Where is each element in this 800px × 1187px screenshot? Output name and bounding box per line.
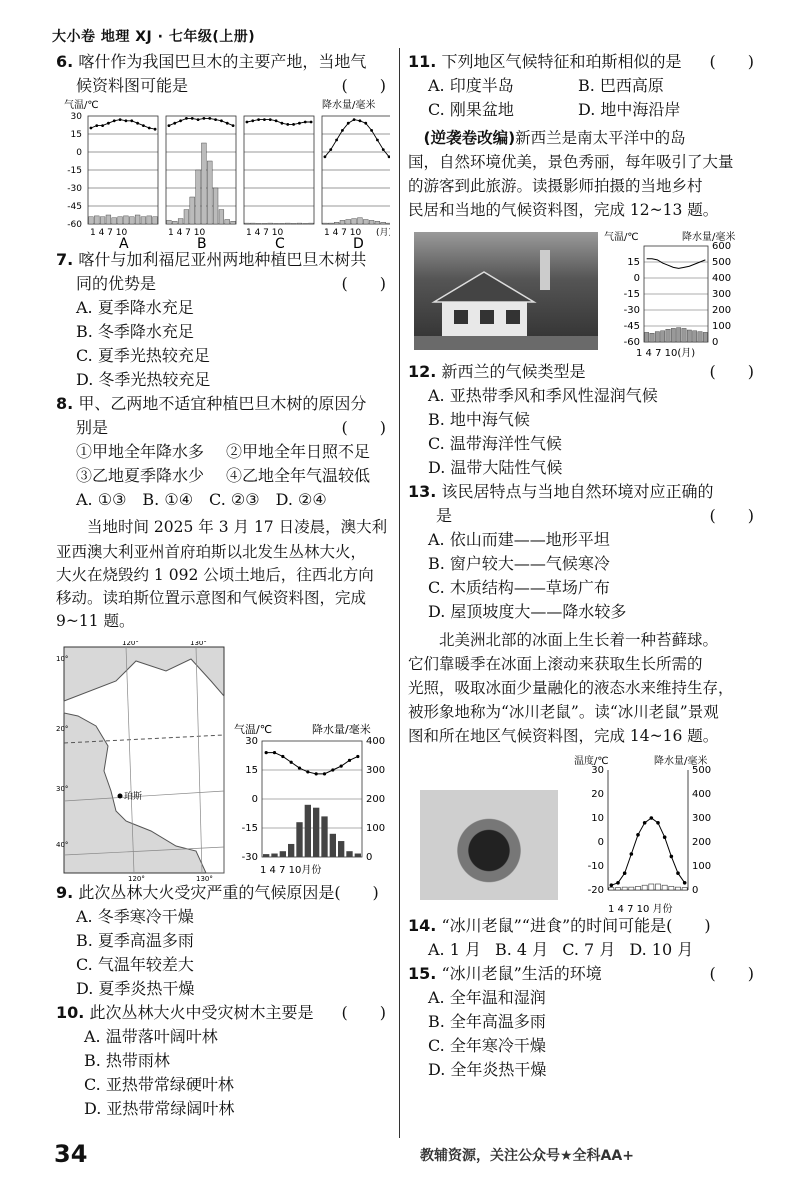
- nz-temp-tick: 0: [633, 273, 640, 284]
- glacier-chart: [588, 765, 711, 896]
- q6-prec-bar: [375, 221, 380, 224]
- q11-options-row2: [428, 98, 758, 122]
- nz-prec-label: 降水量/毫米: [682, 232, 736, 243]
- q7-answer-blank[interactable]: ( ): [341, 274, 386, 293]
- passage-glacier-line1: 北美洲北部的冰面上生长着一种苔藓球。: [439, 631, 719, 649]
- perth-prec-bar: [305, 805, 311, 857]
- q14-option-d[interactable]: D. 10 月: [629, 940, 694, 959]
- q6-panel-label: D: [353, 236, 364, 248]
- perth-prec-bar: [280, 851, 286, 857]
- q6-number: 6.: [56, 52, 74, 71]
- perth-figure-svg: [56, 641, 390, 881]
- nz-figure: [408, 230, 758, 360]
- q13-text-line1: 该民居特点与当地自然环境对应正确的: [441, 482, 714, 501]
- q8-options: [76, 488, 390, 512]
- nz-prec-bar: [650, 333, 654, 342]
- q8-option-d[interactable]: D. ②④: [275, 490, 327, 509]
- q6-temp-tick: -45: [67, 202, 82, 212]
- q13-text-line2: 是: [436, 506, 453, 525]
- map-lat2: 20°: [56, 725, 69, 733]
- q6-prec-bar: [219, 210, 224, 224]
- q14-option-a[interactable]: A. 1 月: [428, 940, 481, 959]
- q6-month-ticks: 1 4 7 10: [324, 228, 362, 238]
- q6-prec-label: 降水量/毫米: [322, 100, 376, 111]
- q6-prec-bar: [100, 217, 105, 224]
- q7-text-line1: 喀什与加利福尼亚州两地种植巴旦木树共: [78, 250, 367, 269]
- q6-prec-bar: [106, 215, 111, 224]
- q6-prec-bar: [323, 223, 328, 224]
- nz-prec-tick: 0: [712, 337, 719, 348]
- nz-prec-bar: [655, 332, 659, 342]
- q6-temp-tick: -60: [67, 220, 82, 230]
- passage-glacier-line2: 它们靠暖季在冰面上滚动来获取生长所需的: [408, 655, 703, 673]
- q12-option-d[interactable]: D. 温带大陆性气候: [428, 458, 563, 477]
- nz-temp-line: [647, 259, 706, 269]
- q13-number: 13.: [408, 482, 437, 501]
- q8-number: 8.: [56, 394, 74, 413]
- nz-house-photo: [414, 232, 598, 350]
- q10-number: 10.: [56, 1003, 85, 1022]
- perth-temp-tick: 30: [245, 736, 258, 747]
- q8-text-line2: 别是: [76, 418, 109, 437]
- q11-option-d[interactable]: D. 地中海沿岸: [578, 100, 681, 119]
- q6-prec-bar: [381, 222, 386, 224]
- q7-option-a[interactable]: A. 夏季降水充足: [76, 298, 194, 317]
- map-lat3: 30°: [56, 785, 69, 793]
- q15-answer-blank[interactable]: ( ): [709, 964, 754, 983]
- glacier-prec-bar: [635, 886, 640, 890]
- nz-prec-tick: 400: [712, 273, 732, 284]
- nz-prec-bar: [671, 328, 675, 342]
- glacier-mouse-photo: [420, 790, 558, 900]
- q12-answer-blank[interactable]: ( ): [709, 362, 754, 381]
- q6-temp-line: [247, 120, 311, 125]
- q6-prec-bar: [129, 217, 134, 224]
- q6-temp-line: [91, 120, 155, 130]
- q6-text-line1: 喀什作为我国巴旦木的主要产地，当地气: [78, 52, 367, 71]
- nz-prec-tick: 500: [712, 257, 732, 268]
- nz-temp-tick: -60: [623, 337, 640, 348]
- q6-prec-bar: [135, 215, 140, 224]
- glacier-temp-line: [611, 818, 684, 885]
- q6-prec-bar: [118, 217, 123, 224]
- q9-text: 此次丛林大火受灾严重的气候原因是( ): [78, 883, 379, 902]
- q6-prec-bar: [225, 220, 230, 225]
- glacier-chart-svg: [568, 754, 748, 914]
- q9-option-a[interactable]: A. 冬季寒冷干燥: [76, 907, 194, 926]
- q6-prec-bar: [309, 223, 314, 224]
- q6-prec-bar: [124, 216, 129, 224]
- question-12: [408, 360, 758, 384]
- map-lat4: 40°: [56, 841, 69, 849]
- q6-prec-bar: [196, 170, 201, 224]
- q9-option-c[interactable]: C. 气温年较差大: [76, 955, 194, 974]
- q8-item-2: ②甲地全年日照不足: [226, 442, 371, 461]
- passage-glacier-line4: 被形象地称为“冰川老鼠”。读“冰川老鼠”景观: [408, 703, 719, 721]
- nz-temp-tick: -45: [623, 321, 640, 332]
- q6-prec-bar: [213, 188, 218, 224]
- q10-option-b[interactable]: B. 热带雨林: [84, 1051, 170, 1070]
- q11-option-c[interactable]: C. 刚果盆地: [428, 100, 514, 119]
- question-9: [56, 881, 390, 905]
- map-lon2-bottom: 130°: [196, 875, 213, 881]
- nz-prec-tick: 300: [712, 289, 732, 300]
- q10-answer-blank[interactable]: ( ): [341, 1003, 386, 1022]
- q6-charts-svg: [56, 98, 390, 248]
- perth-prec-bar: [338, 841, 344, 857]
- q6-prec-bar: [112, 218, 117, 224]
- perth-prec-bar: [288, 844, 294, 857]
- nz-house-drawing: [414, 232, 598, 350]
- nz-prec-tick: 100: [712, 321, 732, 332]
- map-lat1: 10°: [56, 655, 69, 663]
- nz-prec-bar: [645, 332, 649, 342]
- perth-prec-bar: [263, 854, 269, 857]
- perth-prec-tick: 400: [366, 736, 386, 747]
- question-7: [56, 248, 390, 296]
- perth-marker: [118, 794, 123, 799]
- q6-prec-bar: [202, 143, 207, 224]
- map-lon1: 120°: [122, 641, 139, 647]
- q6-temp-tick: -30: [67, 184, 82, 194]
- q6-prec-bar: [303, 223, 308, 224]
- glacier-prec-tick: 0: [692, 885, 699, 896]
- q6-prec-bar: [89, 217, 94, 224]
- nz-prec-bar: [677, 328, 681, 342]
- nz-prec-tick: 600: [712, 241, 732, 252]
- glacier-prec-tick: 200: [692, 837, 712, 848]
- q14-option-c[interactable]: C. 7 月: [562, 940, 616, 959]
- q10-option-d[interactable]: D. 亚热带常绿阔叶林: [84, 1099, 235, 1118]
- q6-month-ticks: 1 4 7 10: [90, 228, 128, 238]
- passage-nz-line4: 民居和当地的气候资料图，完成 12~13 题。: [408, 201, 719, 219]
- question-13: [408, 480, 758, 528]
- glacier-prec-bar: [622, 887, 627, 890]
- q6-text-line2: 候资料图可能是: [76, 76, 189, 95]
- perth-prec-tick: 300: [366, 765, 386, 776]
- page-number: 34: [54, 1140, 88, 1168]
- passage-nz-line3: 的游客到此旅游。读摄影师拍摄的当地乡村: [408, 177, 703, 195]
- q6-prec-bar: [231, 221, 236, 224]
- passage-nz-line1: 新西兰是南太平洋中的岛: [515, 129, 686, 147]
- q6-temp-tick: 0: [76, 148, 82, 158]
- q6-prec-bar: [147, 216, 152, 224]
- q8-option-a[interactable]: A. ①③: [76, 490, 127, 509]
- q10-option-a[interactable]: A. 温带落叶阔叶林: [84, 1027, 218, 1046]
- perth-temp-label: 气温/℃: [234, 723, 273, 736]
- glacier-prec-bar: [662, 885, 667, 890]
- nz-prec-bar: [682, 328, 686, 342]
- glacier-prec-bar: [615, 888, 620, 890]
- q7-text-line2: 同的优势是: [76, 274, 157, 293]
- q6-month-ticks: 1 4 7 10: [168, 228, 206, 238]
- glacier-prec-tick: 300: [692, 813, 712, 824]
- passage-perth: [56, 516, 390, 633]
- glacier-prec-bar: [649, 884, 654, 890]
- perth-prec-tick: 200: [366, 794, 386, 805]
- q9-option-d[interactable]: D. 夏季炎热干燥: [76, 979, 195, 998]
- glacier-temp-tick: 10: [591, 813, 604, 824]
- glacier-prec-bar: [629, 887, 634, 890]
- q6-prec-bar: [190, 197, 195, 224]
- q6-prec-bar: [334, 222, 339, 224]
- q8-option-b[interactable]: B. ①④: [142, 490, 194, 509]
- glacier-prec-bar: [642, 885, 647, 890]
- nz-temp-tick: 15: [627, 257, 640, 268]
- q13-answer-blank[interactable]: ( ): [709, 506, 754, 525]
- map-lon1-bottom: 120°: [128, 875, 145, 881]
- nz-prec-bar: [687, 330, 691, 342]
- q6-month-ticks: 1 4 7 10: [246, 228, 284, 238]
- q6-temp-tick: 30: [70, 112, 82, 122]
- page-header: 大小卷 地理 XJ · 七年级(上册): [52, 29, 256, 45]
- q6-temp-line: [169, 118, 233, 125]
- glacier-months: 1 4 7 10 月份: [608, 904, 673, 914]
- passage-perth-line3: 大火在烧毁约 1 092 公顷土地后，往西北方向: [56, 566, 374, 584]
- question-8: [56, 392, 390, 440]
- glacier-prec-tick: 100: [692, 861, 712, 872]
- question-11: [408, 50, 758, 74]
- q6-prec-bar: [358, 218, 363, 224]
- glacier-temp-label: 温度/℃: [574, 756, 609, 767]
- nz-prec-bar: [661, 331, 665, 342]
- q6-prec-bar: [268, 223, 273, 224]
- glacier-prec-bar: [609, 888, 614, 890]
- perth-chart: [242, 736, 385, 863]
- q6-prec-bar: [262, 223, 267, 224]
- q12-text: 新西兰的气候类型是: [441, 362, 586, 381]
- q6-answer-blank[interactable]: ( ): [341, 76, 386, 95]
- nz-temp-tick: -15: [623, 289, 640, 300]
- q14-options: [428, 938, 758, 962]
- q6-prec-bar: [184, 210, 189, 224]
- q14-text: “冰川老鼠”“进食”的时间可能是( ): [441, 916, 711, 935]
- glacier-prec-bar: [675, 887, 680, 890]
- nz-months: 1 4 7 10(月): [636, 348, 696, 359]
- question-10: [56, 1001, 390, 1025]
- q6-prec-bar: [340, 220, 345, 224]
- glacier-prec-tick: 400: [692, 789, 712, 800]
- passage-perth-line4: 移动。读珀斯位置示意图和气候资料图，完成: [56, 589, 367, 607]
- q6-prec-bar: [94, 216, 99, 224]
- q11-option-b[interactable]: B. 巴西高原: [578, 76, 664, 95]
- glacier-temp-tick: -10: [587, 861, 604, 872]
- q8-option-c[interactable]: C. ②③: [209, 490, 260, 509]
- q6-temp-tick: 15: [70, 130, 82, 140]
- glacier-temp-tick: 30: [591, 765, 604, 776]
- q12-option-a[interactable]: A. 亚热带季风和季风性湿润气候: [428, 386, 658, 405]
- perth-temp-tick: -30: [241, 852, 258, 863]
- q7-option-b[interactable]: B. 冬季降水充足: [76, 322, 194, 341]
- perth-temp-tick: -15: [241, 823, 258, 834]
- q13-option-a[interactable]: A. 依山而建——地形平坦: [428, 530, 610, 549]
- q15-text: “冰川老鼠”生活的环境: [441, 964, 602, 983]
- nz-prec-bar: [693, 331, 697, 342]
- perth-prec-bar: [330, 834, 336, 857]
- q8-item-4: ④乙地全年气温较低: [226, 466, 371, 485]
- q6-prec-bar: [291, 223, 296, 224]
- q7-option-c[interactable]: C. 夏季光热较充足: [76, 346, 210, 365]
- q11-answer-blank[interactable]: ( ): [709, 52, 754, 71]
- q14-option-b[interactable]: B. 4 月: [495, 940, 549, 959]
- passage-nz: [408, 126, 758, 222]
- perth-prec-bar: [271, 854, 277, 857]
- q13-option-d[interactable]: D. 屋顶坡度大——降水较多: [428, 602, 627, 621]
- q6-prec-bar: [285, 223, 290, 224]
- q6-temp-ticks: [67, 112, 82, 230]
- q6-prec-bar: [153, 217, 158, 224]
- q6-prec-bar: [178, 219, 183, 224]
- q7-number: 7.: [56, 250, 74, 269]
- perth-prec-bar: [313, 808, 319, 857]
- q6-month-unit: (月: [376, 228, 389, 238]
- perth-figure: [56, 641, 390, 881]
- q6-prec-bar: [274, 223, 279, 224]
- q13-option-b[interactable]: B. 窗户较大——气候寒冷: [428, 554, 610, 573]
- q12-number: 12.: [408, 362, 437, 381]
- nz-prec-tick: 200: [712, 305, 732, 316]
- perth-prec-bar: [346, 851, 352, 857]
- glacier-prec-tick: 500: [692, 765, 712, 776]
- glacier-prec-bar: [669, 886, 674, 890]
- passage-nz-line2: 国，自然环境优美，景色秀丽，每年吸引了大量: [408, 153, 734, 171]
- q12-option-c[interactable]: C. 温带海洋性气候: [428, 434, 562, 453]
- nz-temp-tick: -30: [623, 305, 640, 316]
- q6-prec-bar: [250, 223, 255, 224]
- question-6: [56, 50, 390, 98]
- q6-temp-line: [325, 120, 389, 157]
- nz-prec-bar: [698, 332, 702, 342]
- q6-prec-bar: [363, 220, 368, 225]
- q14-number: 14.: [408, 916, 437, 935]
- q12-option-b[interactable]: B. 地中海气候: [428, 410, 530, 429]
- q6-panel-label: C: [275, 236, 285, 248]
- q6-prec-bar: [328, 223, 333, 224]
- q8-item-1: ①甲地全年降水多: [76, 442, 205, 461]
- perth-temp-tick: 0: [251, 794, 258, 805]
- map-city-label: 珀斯: [124, 792, 143, 802]
- q6-climate-charts: [56, 98, 390, 248]
- q6-prec-bar: [280, 223, 285, 224]
- q8-items-row1: [76, 440, 390, 464]
- q7-option-d[interactable]: D. 冬季光热较充足: [76, 370, 211, 389]
- q6-prec-bar: [172, 221, 177, 224]
- passage-nz-tag: (逆袭卷改编): [423, 129, 516, 147]
- q6-temp-tick: -15: [67, 166, 82, 176]
- nz-prec-bar: [666, 329, 670, 342]
- passage-glacier-line3: 光照，吸取冰面少量融化的液态水来维持生存，: [408, 679, 734, 697]
- glacier-temp-tick: -20: [587, 885, 604, 896]
- nz-prec-bar: [703, 332, 707, 342]
- perth-prec-label: 降水量/毫米: [312, 723, 371, 736]
- q6-prec-bar: [387, 223, 390, 224]
- q6-prec-bar: [245, 223, 250, 224]
- glacier-prec-bar: [655, 884, 660, 890]
- q6-prec-bar: [141, 217, 146, 224]
- q15-number: 15.: [408, 964, 437, 983]
- perth-temp-line: [266, 753, 358, 774]
- right-column: [408, 50, 758, 1082]
- glacier-prec-label: 降水量/毫米: [654, 756, 708, 767]
- glacier-figure: [408, 754, 758, 914]
- question-14: [408, 914, 758, 938]
- q13-option-c[interactable]: C. 木质结构——草场广布: [428, 578, 610, 597]
- q6-prec-bar: [369, 220, 374, 224]
- passage-glacier-line5: 图和所在地区气候资料图，完成 14~16 题。: [408, 727, 719, 745]
- glacier-prec-bar: [682, 888, 687, 890]
- nz-chart-svg: [604, 230, 754, 360]
- perth-prec-bar: [355, 854, 361, 857]
- q8-items-row2: [76, 464, 390, 488]
- glacier-temp-tick: 0: [597, 837, 604, 848]
- q15-option-a[interactable]: A. 全年温和湿润: [428, 988, 546, 1007]
- q6-panels: [88, 116, 390, 248]
- perth-prec-tick: 100: [366, 823, 386, 834]
- q15-option-c[interactable]: C. 全年寒冷干燥: [428, 1036, 546, 1055]
- q6-prec-bar: [256, 223, 261, 224]
- q8-answer-blank[interactable]: ( ): [341, 418, 386, 437]
- q6-prec-bar: [207, 161, 212, 224]
- q11-text: 下列地区气候特征和珀斯相似的是: [441, 52, 682, 71]
- passage-perth-line1: 当地时间 2025 年 3 月 17 日凌晨，澳大利: [87, 518, 388, 536]
- glacier-temp-tick: 20: [591, 789, 604, 800]
- q11-options-row1: [428, 74, 758, 98]
- perth-prec-bar: [321, 816, 327, 857]
- q6-prec-bar: [352, 219, 357, 224]
- q6-panel-label: B: [197, 236, 207, 248]
- q9-option-b[interactable]: B. 夏季高温多雨: [76, 931, 194, 950]
- q8-item-3: ③乙地夏季降水少: [76, 466, 205, 485]
- q11-option-a[interactable]: A. 印度半岛: [428, 76, 514, 95]
- q10-text: 此次丛林大火中受灾树木主要是: [89, 1003, 314, 1022]
- column-divider: [399, 48, 400, 1138]
- q11-number: 11.: [408, 52, 437, 71]
- q15-option-d[interactable]: D. 全年炎热干燥: [428, 1060, 547, 1079]
- q15-option-b[interactable]: B. 全年高温多雨: [428, 1012, 546, 1031]
- q6-prec-bar: [167, 220, 172, 224]
- nz-chart: [624, 241, 731, 348]
- perth-prec-tick: 0: [366, 852, 373, 863]
- passage-perth-line2: 亚西澳大利亚州首府珀斯以北发生丛林大火，: [56, 543, 367, 561]
- q6-prec-bar: [346, 220, 351, 225]
- perth-temp-tick: 15: [245, 765, 258, 776]
- map-lon2: 130°: [190, 641, 207, 647]
- perth-prec-bar: [296, 822, 302, 857]
- passage-glacier: [408, 628, 758, 748]
- nz-temp-label: 气温/℃: [604, 232, 639, 243]
- passage-perth-line5: 9~11 题。: [56, 612, 135, 630]
- q9-number: 9.: [56, 883, 74, 902]
- question-15: [408, 962, 758, 986]
- left-column: [56, 50, 390, 1121]
- footer-ad: 教辅资源，关注公众号★全科AA+: [420, 1148, 634, 1164]
- q6-prec-bar: [297, 223, 302, 224]
- perth-months: 1 4 7 10月份: [260, 865, 322, 876]
- q10-option-c[interactable]: C. 亚热带常绿硬叶林: [84, 1075, 234, 1094]
- q8-text-line1: 甲、乙两地不适宜种植巴旦木树的原因分: [78, 394, 367, 413]
- q6-panel-label: A: [119, 236, 129, 248]
- q6-temp-label: 气温/℃: [64, 100, 99, 111]
